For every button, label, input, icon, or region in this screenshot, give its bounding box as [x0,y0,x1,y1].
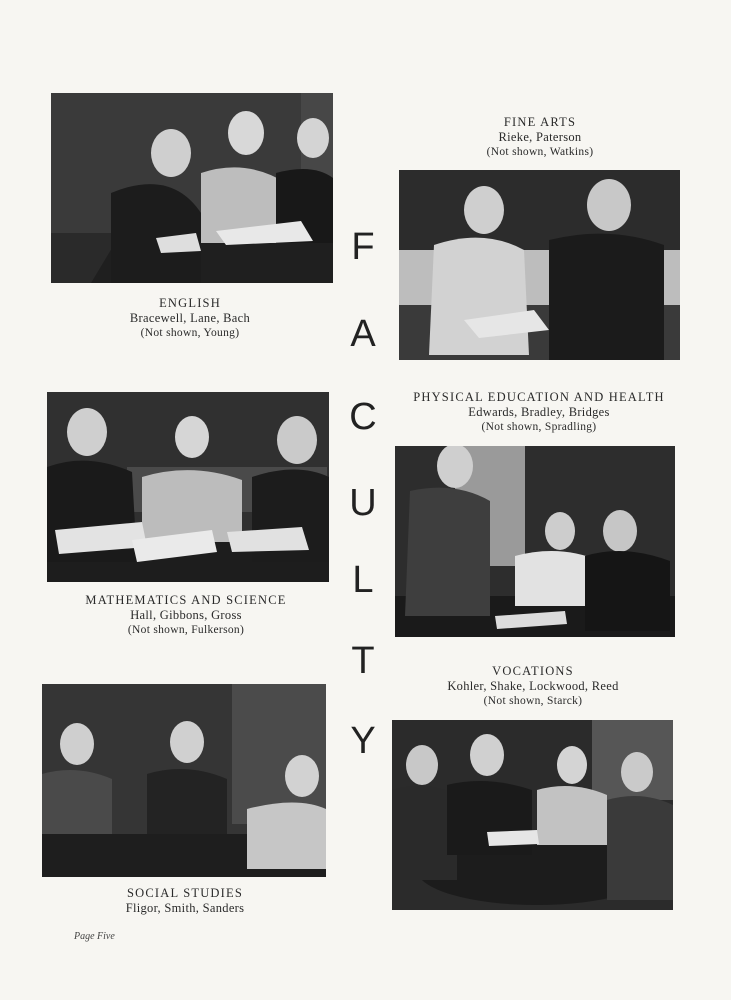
fine-arts-names: Rieke, Paterson [498,130,582,144]
pe-names: Edwards, Bradley, Bridges [468,405,610,419]
title-letter-l: L [352,559,374,601]
page-number: Page Five [74,931,115,942]
fine-arts-note: (Not shown, Watkins) [486,146,594,158]
pe-health-photo [395,446,675,637]
math-note: (Not shown, Fulkerson) [127,624,245,636]
title-letter-c: C [349,396,377,438]
title-letter-y: Y [350,720,376,762]
math-caption [60,593,312,638]
english-note: (Not shown, Young) [140,327,240,339]
math-science-photo [47,392,329,582]
fine-arts-dept: FINE ARTS [503,115,577,129]
pe-caption [394,390,684,435]
pe-note: (Not shown, Spradling) [481,421,597,433]
social-caption [100,886,270,916]
english-photo [51,93,333,283]
english-caption [100,296,280,341]
title-letter-u: U [349,482,377,524]
vocations-names: Kohler, Shake, Lockwood, Reed [447,679,619,693]
social-dept: SOCIAL STUDIES [127,886,243,900]
social-names: Fligor, Smith, Sanders [125,901,245,915]
english-dept: ENGLISH [159,296,221,310]
title-letter-f: F [351,226,375,268]
english-names: Bracewell, Lane, Bach [129,311,251,325]
math-dept: MATHEMATICS AND SCIENCE [85,593,287,607]
fine-arts-caption [455,115,625,160]
pe-dept: PHYSICAL EDUCATION AND HEALTH [413,390,665,404]
vocations-photo [392,720,673,910]
title-letter-t: T [351,640,375,682]
math-names: Hall, Gibbons, Gross [130,608,242,622]
vocations-caption [428,664,638,709]
social-studies-photo [42,684,326,877]
vocations-dept: VOCATIONS [492,664,574,678]
fine-arts-photo [399,170,680,360]
vocations-note: (Not shown, Starck) [483,695,583,707]
title-letter-a: A [350,313,376,355]
